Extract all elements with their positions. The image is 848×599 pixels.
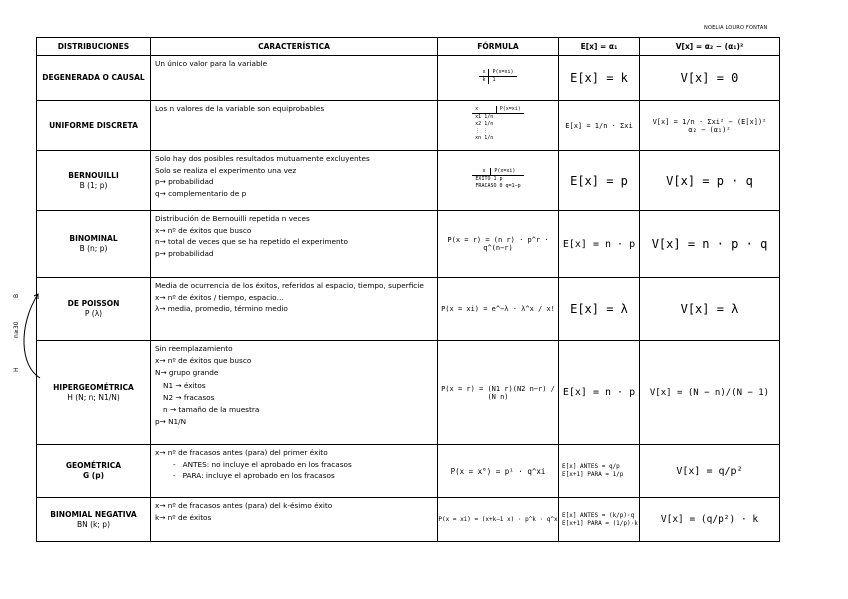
cell: 1 bbox=[492, 77, 496, 83]
formula bbox=[438, 151, 559, 211]
name-sub: G (p) bbox=[83, 471, 104, 480]
cell: k bbox=[479, 77, 489, 85]
description bbox=[151, 56, 438, 101]
header-variance: V[x] = α₂ − (α₁)² bbox=[640, 38, 780, 56]
name-sub: BN (k; p) bbox=[76, 519, 110, 529]
formula: P(x = r) = (n r) · p^r · q^(n−r) bbox=[438, 211, 559, 278]
table-row bbox=[37, 211, 780, 278]
desc-text: ANTES: no incluye el aprobado en los fracasos bbox=[182, 459, 352, 469]
desc-line: Media de ocurrencia de los éxitos, referidos al espacio, tiempo, superficie bbox=[155, 281, 424, 290]
desc-line: Distribución de Bernouilli repetida n veces bbox=[155, 214, 310, 223]
table-row bbox=[37, 445, 780, 498]
cell: x bbox=[472, 106, 496, 114]
table-row bbox=[37, 151, 780, 211]
prob-table bbox=[472, 168, 523, 190]
side-mid-label: n≥30 bbox=[13, 321, 20, 338]
table-row bbox=[37, 101, 780, 151]
distribution-name bbox=[37, 56, 151, 101]
header-row bbox=[37, 38, 780, 56]
approximation-arrow bbox=[14, 286, 42, 396]
desc-line: λ→ media, promedio, término medio bbox=[155, 304, 288, 313]
cell: x2 1/n bbox=[475, 121, 494, 127]
cell: ÉXITO 1 p bbox=[475, 176, 503, 182]
expectation: E[x] = 1/n · Σxi bbox=[559, 101, 640, 151]
distribution-name bbox=[37, 101, 151, 151]
desc-line: q→ complementario de p bbox=[155, 188, 247, 198]
prob-table bbox=[472, 106, 524, 142]
cell bbox=[472, 168, 479, 176]
header-expectation: E[x] = α₁ bbox=[559, 38, 640, 56]
name-text: DEGENERADA O CAUSAL bbox=[42, 73, 145, 82]
formula: P(x = xi) = (x+k−1 x) · p^k · q^x bbox=[438, 498, 559, 542]
variance-line: α₂ − (α₁)² bbox=[688, 125, 731, 134]
cell: xn 1/n bbox=[475, 135, 494, 141]
name-text: DE POISSON bbox=[67, 299, 120, 308]
desc-line: - PARA: incluye el aprobado en los fracasos bbox=[173, 471, 335, 480]
desc-line: n → tamaño de la muestra bbox=[163, 405, 260, 415]
description bbox=[151, 278, 438, 341]
expectation bbox=[559, 445, 640, 498]
distribution-name bbox=[37, 151, 151, 211]
variance: V[x] = (N − n)/(N − 1) bbox=[640, 341, 780, 445]
curved-arrow-icon bbox=[24, 294, 40, 378]
expectation bbox=[559, 498, 640, 542]
name-sub: P (λ) bbox=[84, 309, 103, 318]
desc-line: Solo se realiza el experimento una vez bbox=[155, 165, 297, 175]
expectation: E[x] = λ bbox=[559, 278, 640, 341]
desc-line: x→ nº de éxitos que busco bbox=[155, 356, 252, 366]
expectation: E[x] = k bbox=[559, 56, 640, 101]
formula: P(x = x°) = p¹ · q^xi bbox=[438, 445, 559, 498]
desc-line: p→ probabilidad bbox=[155, 248, 214, 258]
distribution-name bbox=[37, 211, 151, 278]
cell: FRACASO 0 q=1−p bbox=[475, 183, 521, 189]
name-text: BERNOUILLI bbox=[68, 170, 119, 180]
name-text: GEOMÉTRICA bbox=[65, 461, 122, 470]
expectation-line: E[x] ANTES = q/p bbox=[562, 463, 620, 470]
name-sub: B (1; p) bbox=[79, 180, 108, 190]
formula bbox=[438, 101, 559, 151]
desc-line: N2 → fracasos bbox=[163, 392, 215, 402]
variance: V[x] = λ bbox=[640, 278, 780, 341]
desc-line: Solo hay dos posibles resultados mutuamente excluyentes bbox=[155, 154, 370, 163]
description bbox=[151, 151, 438, 211]
name-text: UNIFORME DISCRETA bbox=[49, 120, 138, 130]
desc-line: N→ grupo grande bbox=[155, 368, 219, 378]
desc-line: Un único valor para la variable bbox=[155, 59, 268, 68]
table-row bbox=[37, 498, 780, 542]
distribution-name bbox=[37, 445, 151, 498]
cell: x bbox=[480, 168, 491, 176]
name-text: HIPERGEOMÉTRICA bbox=[53, 382, 134, 392]
side-bottom-label: H bbox=[13, 367, 20, 372]
expectation: E[x] = n · p bbox=[559, 341, 640, 445]
description bbox=[151, 498, 438, 542]
expectation: E[x] = n · p bbox=[559, 211, 640, 278]
formula: P(x = xi) = e^−λ · λ^x / x! bbox=[438, 278, 559, 341]
author-name: NOELIA LOURO FONTAN bbox=[704, 25, 768, 31]
header-caracteristica: CARACTERÍSTICA bbox=[151, 38, 438, 56]
cell: P(x=xi) bbox=[496, 106, 524, 114]
desc-text: PARA: incluye el aprobado en los fracasos bbox=[182, 471, 335, 480]
desc-line: x→ nº de fracasos antes (para) del k-ésimo éxito bbox=[155, 501, 333, 510]
description bbox=[151, 445, 438, 498]
expectation-line: E[x+1] PARA = (1/p)·k bbox=[562, 519, 638, 527]
header-distribuciones: DISTRIBUCIONES bbox=[37, 38, 151, 56]
prob-table bbox=[479, 69, 516, 84]
name-text: BINOMINAL bbox=[69, 234, 118, 243]
desc-line: N1 → éxitos bbox=[163, 380, 206, 390]
variance: V[x] = n · p · q bbox=[640, 211, 780, 278]
name-text: BINOMIAL NEGATIVA bbox=[50, 509, 137, 519]
desc-line: x→ nº de fracasos antes (para) del primer éxito bbox=[155, 448, 328, 457]
expectation-line: E[x] ANTES = (k/p)·q bbox=[562, 511, 635, 519]
desc-line: Los n valores de la variable son equiprobables bbox=[155, 104, 325, 113]
desc-line: k→ nº de éxitos bbox=[155, 512, 212, 522]
desc-line: Sin reemplazamiento bbox=[155, 344, 233, 353]
cell: ⋮ ⋮ bbox=[475, 128, 489, 134]
desc-line: - ANTES: no incluye el aprobado en los fracasos bbox=[173, 459, 352, 469]
variance: V[x] = (q/p²) · k bbox=[640, 498, 780, 542]
side-top-label: B bbox=[13, 293, 20, 298]
table-row bbox=[37, 278, 780, 341]
desc-line: p→ probabilidad bbox=[155, 177, 214, 186]
description bbox=[151, 341, 438, 445]
description bbox=[151, 211, 438, 278]
variance: V[x] = 0 bbox=[640, 56, 780, 101]
desc-line: n→ total de veces que se ha repetido el experimento bbox=[155, 237, 348, 246]
variance bbox=[640, 101, 780, 151]
distribution-name bbox=[37, 498, 151, 542]
formula bbox=[438, 56, 559, 101]
description bbox=[151, 101, 438, 151]
expectation: E[x] = p bbox=[559, 151, 640, 211]
distributions-table bbox=[36, 37, 780, 542]
variance: V[x] = p · q bbox=[640, 151, 780, 211]
desc-line: x→ nº de éxitos / tiempo, espacio… bbox=[155, 292, 284, 302]
name-sub: B (n; p) bbox=[79, 244, 108, 253]
cell: P(x=xi) bbox=[489, 69, 517, 77]
distribution-name bbox=[37, 278, 151, 341]
table-row bbox=[37, 341, 780, 445]
header-formula: FÓRMULA bbox=[438, 38, 559, 56]
formula: P(x = r) = (N1 r)(N2 n−r) / (N n) bbox=[438, 341, 559, 445]
variance-line: V[x] = 1/n · Σxi² − (E[x])² bbox=[652, 117, 767, 126]
variance: V[x] = q/p² bbox=[640, 445, 780, 498]
table-row bbox=[37, 56, 780, 101]
name-sub: H (N; n; N1/N) bbox=[67, 392, 120, 402]
expectation-line: E[x+1] PARA = 1/p bbox=[562, 471, 624, 478]
desc-line: p→ N1/N bbox=[155, 417, 187, 427]
desc-line: x→ nº de éxitos que busco bbox=[155, 225, 252, 235]
cell: x bbox=[479, 69, 489, 77]
cell: P(x=xi) bbox=[491, 168, 524, 176]
distribution-name bbox=[37, 341, 151, 445]
cell: x1 1/n bbox=[475, 114, 494, 120]
